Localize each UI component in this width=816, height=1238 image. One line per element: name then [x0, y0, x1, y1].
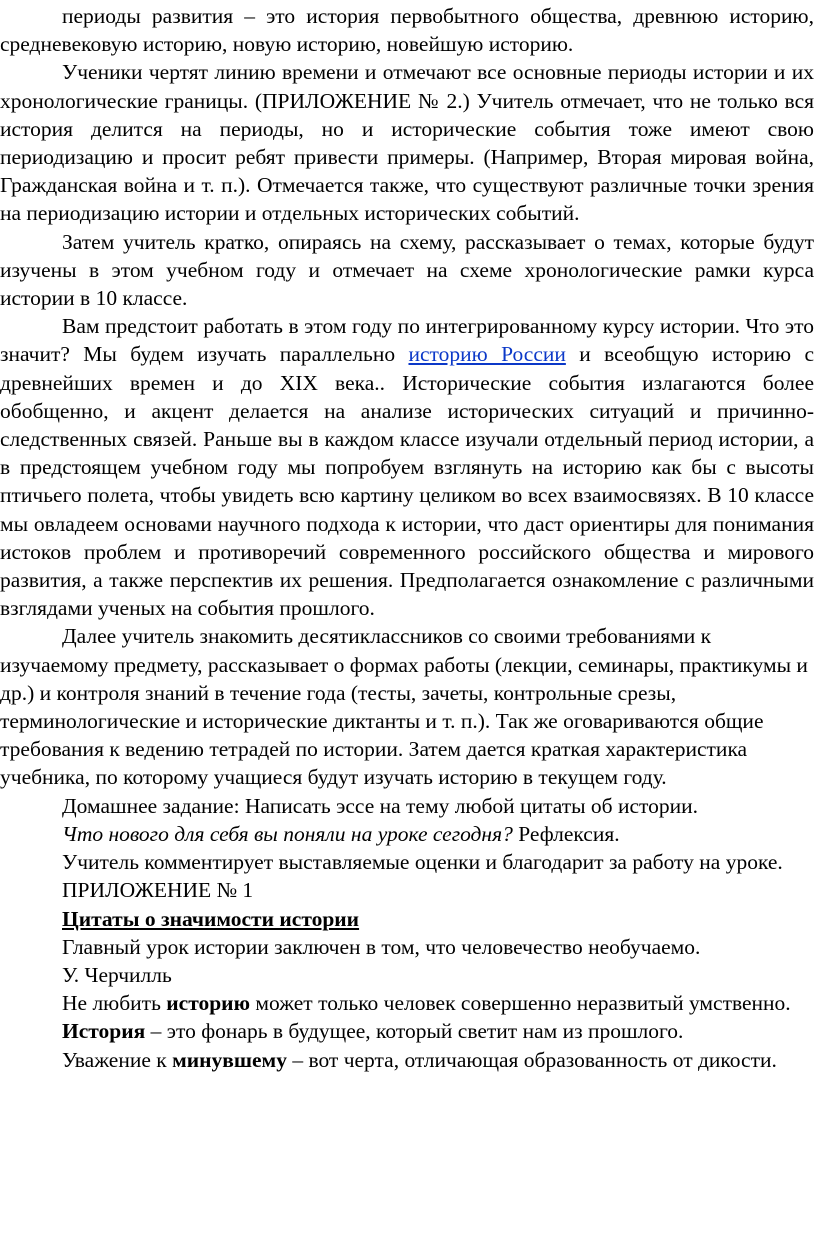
text-segment: Не любить: [62, 991, 167, 1016]
paragraph-scheme: Затем учитель кратко, опираясь на схему, рассказывает о темах, которые будут изучены в этом учебном году и отмечает на схеме хронологические рамки курса истории в 10 классе.: [0, 229, 814, 311]
section-heading: [0, 905, 814, 933]
quote-love-history: [0, 989, 814, 1017]
paragraph-integrated-course: [0, 312, 814, 622]
text-segment: и всеобщую историю с древнейших времен и до XIX века.. Исторические события излагаются более обобщенно, и акцент делается на анализе исторических ситуаций и причинно-следственных связей. Раньше вы в каждом классе изучали отдельный период истории, а в предстоящем учебном году мы попробуем взглянуть на историю как бы с высоты птичьего полета, чтобы увидеть всю картину целиком во всех взаимосвязях. В 10 классе мы овладеем основами научного подхода к истории, что даст ориентиры для понимания истоков проблем и противоречий современного российского общества и мирового развития, а также перспектив их решения. Предполагается ознакомление с различными взглядами ученых на события прошлого.: [0, 342, 814, 621]
paragraph-grades: Учитель комментирует выставляемые оценки и благодарит за работу на уроке.: [62, 850, 783, 875]
paragraph-reflection: [0, 820, 814, 848]
paragraph-requirements: Далее учитель знакомить десятиклассников со своими требованиями к изучаемому предмету, рассказывает о формах работы (лекции, семинары, практикумы и др.) и контроля знаний в течение года (тесты, зачеты, контрольные срезы, терминологические и исторические диктанты и т. п.). Так же оговариваются общие требования к ведению тетрадей по истории. Затем дается краткая характеристика учебника, по которому учащиеся будут изучать историю в текущем году.: [0, 624, 808, 790]
quote-churchill: Главный урок истории заключен в том, что человечество необучаемо.: [62, 934, 701, 959]
bold-term: историю: [166, 991, 250, 1016]
text-segment: Рефлексия.: [512, 821, 620, 846]
quote-respect-past: [0, 1046, 814, 1074]
russia-history-link[interactable]: историю России: [408, 342, 566, 367]
bold-term: минувшему: [172, 1047, 287, 1072]
text-segment: – вот черта, отличающая образованность от дикости.: [286, 1047, 777, 1072]
paragraph-homework: Домашнее задание: Написать эссе на тему любой цитаты об истории.: [62, 793, 699, 818]
reflection-question: Что нового для себя вы поняли на уроке сегодня?: [62, 821, 513, 846]
text-segment: может только человек совершенно неразвитый умственно.: [250, 991, 791, 1016]
appendix-label: ПРИЛОЖЕНИЕ № 1: [62, 878, 254, 903]
section-heading-text: Цитаты о значимости истории: [62, 906, 360, 931]
text-segment: Уважение к: [62, 1047, 173, 1072]
paragraph-periods: периоды развития – это история первобытного общества, древнюю историю, средневековую историю, новую историю, новейшую историю.: [0, 4, 814, 57]
text-segment: – это фонарь в будущее, который светит нам из прошлого.: [145, 1019, 684, 1044]
paragraph-timeline: Ученики чертят линию времени и отмечают все основные периоды истории и их хронологические границы. (ПРИЛОЖЕНИЕ № 2.) Учитель отмечает, что не только вся история делится на периоды, но и исторические события тоже имеют свою периодизацию и просит ребят привести примеры. (Например, Вторая мировая война, Гражданская война и т. п.). Отмечается также, что существуют различные точки зрения на периодизацию истории и отдельных исторических событий.: [0, 60, 814, 226]
text-segment: Вам предстоит работать в этом году по интегрированному курсу истории. Что это значит? Мы будем изучать параллельно: [0, 314, 814, 367]
bold-term: История: [62, 1019, 146, 1044]
quote-author: У. Черчилль: [62, 962, 172, 987]
quote-lantern: [0, 1017, 814, 1045]
